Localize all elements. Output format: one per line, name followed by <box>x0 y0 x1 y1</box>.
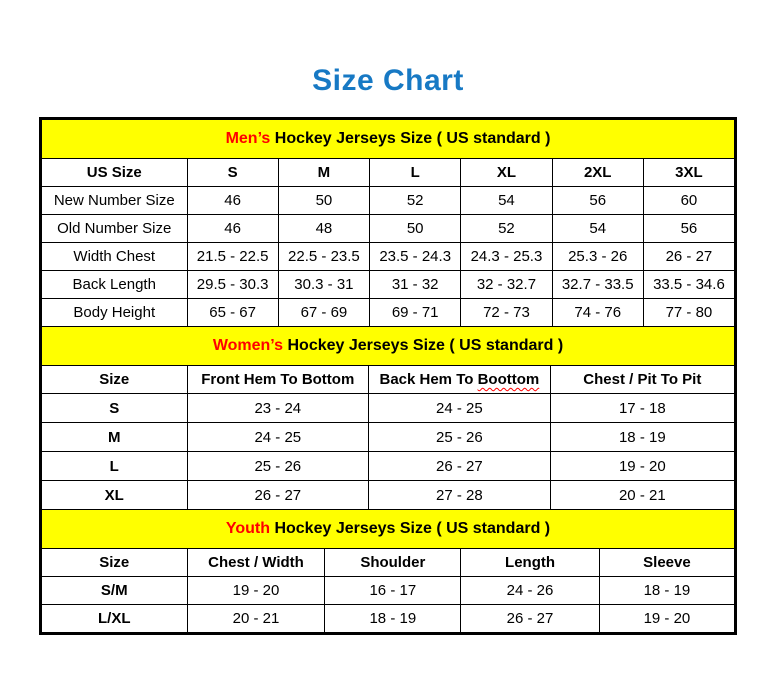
table-row <box>42 243 735 271</box>
womens-header-back-hem-misspelled-word: Boottom <box>477 371 540 388</box>
womens-row-label-xl: XL <box>42 481 188 510</box>
mens-row-label-new-number-size: New Number Size <box>42 187 188 215</box>
table-cell: 19 - 20 <box>550 452 734 481</box>
mens-header-3xl: 3XL <box>643 159 734 187</box>
table-cell: 56 <box>552 187 643 215</box>
youth-section-title-rest: Hockey Jerseys Size ( US standard ) <box>270 520 551 537</box>
table-row <box>42 394 735 423</box>
size-chart-page <box>0 64 776 692</box>
table-cell: 46 <box>187 215 278 243</box>
table-row <box>42 299 735 327</box>
mens-section-title <box>42 120 735 159</box>
table-cell: 19 - 20 <box>187 577 325 605</box>
table-cell: 33.5 - 34.6 <box>643 271 734 299</box>
table-row <box>42 577 735 605</box>
table-cell: 65 - 67 <box>187 299 278 327</box>
mens-section-title-rest: Hockey Jerseys Size ( US standard ) <box>270 130 551 147</box>
table-cell: 24 - 26 <box>461 577 600 605</box>
mens-row-label-body-height: Body Height <box>42 299 188 327</box>
table-cell: 54 <box>552 215 643 243</box>
youth-row-label-lxl: L/XL <box>42 605 188 633</box>
womens-header-row <box>42 366 735 394</box>
table-cell: 25.3 - 26 <box>552 243 643 271</box>
womens-header-back-hem-prefix: Back Hem To <box>379 371 478 388</box>
table-cell: 46 <box>187 187 278 215</box>
table-cell: 31 - 32 <box>370 271 461 299</box>
youth-row-label-sm: S/M <box>42 577 188 605</box>
table-cell: 52 <box>370 187 461 215</box>
table-row <box>42 481 735 510</box>
table-cell: 54 <box>461 187 552 215</box>
womens-size-table <box>41 326 735 510</box>
mens-size-table <box>41 119 735 327</box>
table-row <box>42 271 735 299</box>
table-cell: 60 <box>643 187 734 215</box>
youth-header-sleeve: Sleeve <box>599 549 734 577</box>
table-cell: 69 - 71 <box>370 299 461 327</box>
table-cell: 25 - 26 <box>369 423 551 452</box>
size-chart-tables <box>39 117 737 635</box>
womens-row-label-s: S <box>42 394 188 423</box>
table-cell: 29.5 - 30.3 <box>187 271 278 299</box>
womens-header-front-hem: Front Hem To Bottom <box>187 366 369 394</box>
womens-row-label-m: M <box>42 423 188 452</box>
table-cell: 30.3 - 31 <box>278 271 369 299</box>
table-cell: 22.5 - 23.5 <box>278 243 369 271</box>
table-cell: 25 - 26 <box>187 452 369 481</box>
table-row <box>42 215 735 243</box>
table-cell: 32 - 32.7 <box>461 271 552 299</box>
table-cell: 23 - 24 <box>187 394 369 423</box>
table-cell: 26 - 27 <box>461 605 600 633</box>
mens-header-s: S <box>187 159 278 187</box>
youth-size-table <box>41 509 735 633</box>
mens-section-band <box>42 120 735 159</box>
youth-header-chest-width: Chest / Width <box>187 549 325 577</box>
mens-header-xl: XL <box>461 159 552 187</box>
table-cell: 26 - 27 <box>187 481 369 510</box>
table-cell: 24.3 - 25.3 <box>461 243 552 271</box>
table-cell: 56 <box>643 215 734 243</box>
mens-header-m: M <box>278 159 369 187</box>
youth-header-row <box>42 549 735 577</box>
table-cell: 67 - 69 <box>278 299 369 327</box>
mens-header-row <box>42 159 735 187</box>
youth-section-band <box>42 510 735 549</box>
youth-section-title <box>42 510 735 549</box>
womens-section-band <box>42 327 735 366</box>
womens-row-label-l: L <box>42 452 188 481</box>
womens-header-chest-pit: Chest / Pit To Pit <box>550 366 734 394</box>
mens-header-us-size: US Size <box>42 159 188 187</box>
table-cell: 16 - 17 <box>325 577 461 605</box>
table-cell: 48 <box>278 215 369 243</box>
table-cell: 52 <box>461 215 552 243</box>
youth-header-length: Length <box>461 549 600 577</box>
table-cell: 72 - 73 <box>461 299 552 327</box>
table-cell: 24 - 25 <box>187 423 369 452</box>
table-cell: 77 - 80 <box>643 299 734 327</box>
table-cell: 18 - 19 <box>550 423 734 452</box>
table-cell: 26 - 27 <box>643 243 734 271</box>
youth-header-shoulder: Shoulder <box>325 549 461 577</box>
womens-section-title <box>42 327 735 366</box>
womens-header-size: Size <box>42 366 188 394</box>
table-row <box>42 605 735 633</box>
table-cell: 18 - 19 <box>599 577 734 605</box>
table-cell: 20 - 21 <box>550 481 734 510</box>
mens-section-title-highlight: Men’s <box>225 130 271 147</box>
table-cell: 17 - 18 <box>550 394 734 423</box>
mens-header-2xl: 2XL <box>552 159 643 187</box>
mens-row-label-back-length: Back Length <box>42 271 188 299</box>
table-cell: 27 - 28 <box>369 481 551 510</box>
table-cell: 18 - 19 <box>325 605 461 633</box>
youth-section-title-highlight: Youth <box>225 520 270 537</box>
table-row <box>42 187 735 215</box>
mens-header-l: L <box>370 159 461 187</box>
mens-row-label-width-chest: Width Chest <box>42 243 188 271</box>
table-cell: 74 - 76 <box>552 299 643 327</box>
mens-row-label-old-number-size: Old Number Size <box>42 215 188 243</box>
womens-section-title-highlight: Women’s <box>212 337 284 354</box>
table-cell: 50 <box>278 187 369 215</box>
table-cell: 19 - 20 <box>599 605 734 633</box>
table-row <box>42 423 735 452</box>
table-cell: 32.7 - 33.5 <box>552 271 643 299</box>
table-cell: 23.5 - 24.3 <box>370 243 461 271</box>
table-cell: 21.5 - 22.5 <box>187 243 278 271</box>
table-cell: 50 <box>370 215 461 243</box>
youth-header-size: Size <box>42 549 188 577</box>
womens-section-title-rest: Hockey Jerseys Size ( US standard ) <box>283 337 564 354</box>
table-cell: 20 - 21 <box>187 605 325 633</box>
page-title: Size Chart <box>312 64 464 97</box>
table-cell: 24 - 25 <box>369 394 551 423</box>
table-cell: 26 - 27 <box>369 452 551 481</box>
womens-header-back-hem <box>369 366 551 394</box>
table-row <box>42 452 735 481</box>
